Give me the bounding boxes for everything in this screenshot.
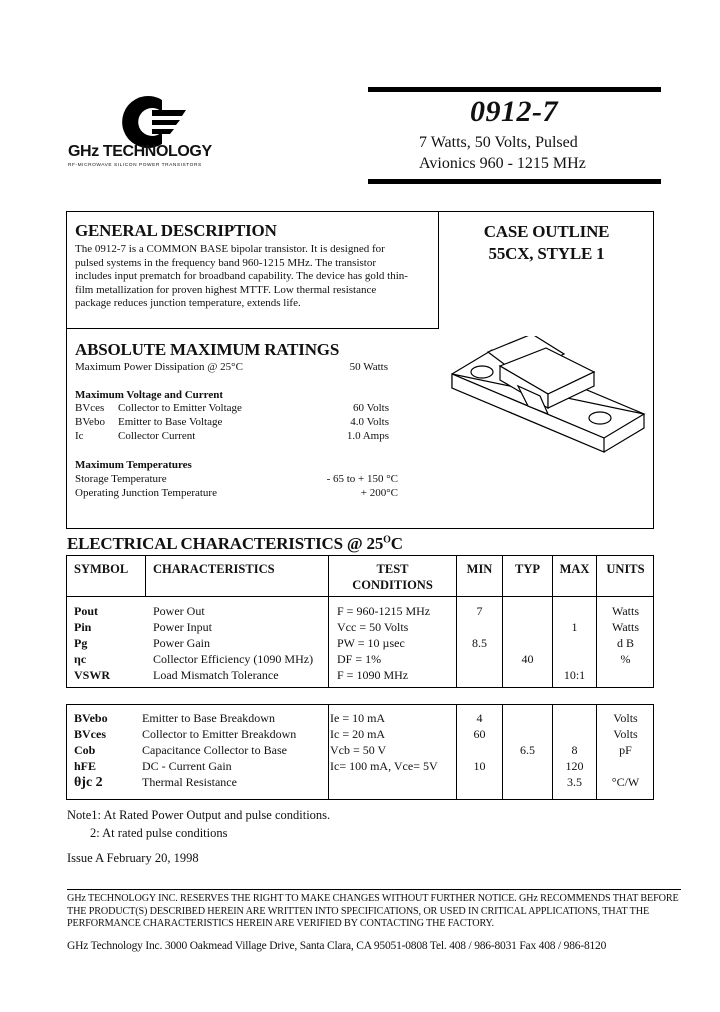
row-max: 8	[571, 743, 578, 757]
voltage-value: 4.0 Volts	[350, 416, 389, 428]
temp-heading: Maximum Temperatures	[75, 459, 192, 471]
temp-value: + 200°C	[360, 487, 398, 499]
temp-desc: Operating Junction Temperature	[75, 487, 217, 499]
electrical-title-degree: O	[383, 534, 391, 546]
row-characteristic: Power Gain	[153, 636, 210, 650]
spec-box-horizontal-divider	[66, 328, 439, 329]
row-symbol: Cob	[74, 743, 96, 757]
voltage-value: 60 Volts	[353, 402, 389, 414]
row-symbol: Pg	[74, 636, 88, 650]
note-1: Note1: At Rated Power Output and pulse conditions.	[67, 808, 331, 822]
temp-value: - 65 to + 150 °C	[326, 473, 398, 485]
disclaimer-line: PERFORMANCE CHARACTERISTICS HEREIN ARE VERIFIED BY CONTACTING THE FACTORY.	[67, 918, 494, 929]
row-characteristic: DC - Current Gain	[142, 759, 232, 773]
row-units: °C/W	[611, 775, 640, 789]
table-row	[0, 775, 720, 791]
row-characteristic: Capacitance Collector to Base	[142, 743, 287, 757]
row-units: pF	[619, 743, 632, 757]
header-conditions: CONDITIONS	[352, 578, 433, 592]
disclaimer-line: THE PRODUCT(S) DESCRIBED HEREIN ARE WRITTEN INTO SPECIFICATIONS, OR USED IN CRITICAL APPLICATIONS, THAT THE	[67, 905, 650, 917]
row-symbol: θjc 2	[74, 775, 103, 790]
temp-desc: Storage Temperature	[75, 473, 167, 485]
header-max: MAX	[559, 562, 590, 576]
row-units: Volts	[613, 711, 638, 725]
electrical-title	[67, 534, 403, 554]
company-address: GHz Technology Inc. 3000 Oakmead Village Drive, Santa Clara, CA 95051-0808 Tel. 408 / 986-8031 Fax 408 / 986-8120	[67, 940, 607, 952]
description-line: pulsed systems in the frequency band 960-1215 MHz. The transistor	[75, 256, 377, 269]
row-symbol: ηc	[74, 652, 87, 666]
row-symbol: VSWR	[74, 668, 111, 682]
row-typ: 40	[521, 652, 534, 666]
row-min: 8.5	[472, 636, 487, 650]
row-units: Watts	[611, 604, 640, 618]
row-characteristic: Collector to Emitter Breakdown	[142, 727, 297, 741]
row-test: DF = 1%	[337, 652, 382, 666]
row-test: PW = 10 µsec	[337, 636, 405, 650]
case-outline-subtitle: 55CX, STYLE 1	[488, 244, 605, 263]
row-min: 7	[476, 604, 483, 618]
voltage-desc: Collector to Emitter Voltage	[118, 402, 242, 414]
part-number: 0912-7	[470, 95, 558, 128]
row-test: F = 960-1215 MHz	[337, 604, 431, 618]
issue-date: Issue A February 20, 1998	[67, 851, 199, 865]
spec-line-2: Avionics 960 - 1215 MHz	[419, 155, 586, 172]
row-typ: 6.5	[520, 743, 535, 757]
row-units: %	[620, 652, 631, 666]
table-row	[0, 668, 720, 684]
row-symbol: Pin	[74, 620, 92, 634]
voltage-desc: Emitter to Base Voltage	[118, 416, 223, 428]
row-units: d B	[616, 636, 634, 650]
voltage-symbol: BVebo	[75, 416, 105, 428]
table-row	[0, 711, 720, 727]
package-drawing	[448, 336, 648, 456]
row-characteristic: Collector Efficiency (1090 MHz)	[153, 652, 314, 666]
row-max: 1	[571, 620, 578, 634]
max-power-label: Maximum Power Dissipation @ 25°C	[75, 361, 243, 373]
header-bottom-rule	[368, 179, 661, 184]
table-row	[0, 652, 720, 668]
row-test: Ie = 10 mA	[330, 711, 386, 725]
row-test: F = 1090 MHz	[337, 668, 409, 682]
general-description-text	[75, 243, 435, 311]
row-min: 10	[473, 759, 486, 773]
row-symbol: hFE	[74, 759, 97, 773]
description-line: includes input prematch for broadband capability. The device has gold thin-	[75, 270, 408, 282]
case-outline-title: CASE OUTLINE	[483, 222, 610, 241]
row-test: Vcb = 50 V	[330, 743, 387, 757]
row-characteristic: Thermal Resistance	[142, 775, 237, 789]
header-units: UNITS	[606, 562, 645, 576]
row-symbol: BVebo	[74, 711, 108, 725]
row-min: 60	[473, 727, 486, 741]
company-logo	[68, 92, 248, 172]
table-row	[0, 604, 720, 620]
spec-line-1: 7 Watts, 50 Volts, Pulsed	[419, 134, 578, 151]
row-symbol: BVces	[74, 727, 106, 741]
row-max: 10:1	[563, 668, 586, 682]
header-typ: TYP	[515, 562, 540, 576]
row-max: 3.5	[567, 775, 582, 789]
absolute-max-title: ABSOLUTE MAXIMUM RATINGS	[75, 340, 340, 359]
row-characteristic: Load Mismatch Tolerance	[153, 668, 279, 682]
row-characteristic: Power Input	[153, 620, 212, 634]
company-tagline: RF-MICROWAVE SILICON POWER TRANSISTORS	[68, 163, 202, 168]
row-symbol: Pout	[74, 604, 98, 618]
header-min: MIN	[466, 562, 493, 576]
row-test: Ic= 100 mA, Vce= 5V	[330, 759, 438, 773]
voltage-value: 1.0 Amps	[346, 430, 389, 442]
company-name: GHz TECHNOLOGY	[68, 143, 212, 160]
table-row	[0, 636, 720, 652]
table-row	[0, 743, 720, 759]
header-test: TEST	[376, 562, 409, 576]
row-units: Volts	[613, 727, 638, 741]
description-line: package reduces junction temperature, extends life.	[75, 297, 301, 309]
voltage-symbol: Ic	[75, 430, 84, 442]
row-characteristic: Power Out	[153, 604, 205, 618]
electrical-title-unit: C	[390, 534, 403, 553]
row-max: 120	[565, 759, 584, 773]
table-row	[0, 759, 720, 775]
header-top-rule	[368, 87, 661, 92]
voltage-symbol: BVces	[75, 402, 105, 414]
max-power-value: 50 Watts	[349, 361, 388, 373]
voltage-desc: Collector Current	[118, 430, 196, 442]
row-min: 4	[476, 711, 483, 725]
header-characteristics: CHARACTERISTICS	[153, 562, 275, 576]
voltage-heading: Maximum Voltage and Current	[75, 389, 223, 401]
row-characteristic: Emitter to Base Breakdown	[142, 711, 275, 725]
header-symbol: SYMBOL	[74, 562, 129, 576]
general-description-title: GENERAL DESCRIPTION	[75, 221, 277, 240]
disclaimer-line: GHz TECHNOLOGY INC. RESERVES THE RIGHT TO MAKE CHANGES WITHOUT FURTHER NOTICE. GHz RECOMMENDS THAT BEFORE	[67, 893, 679, 904]
table-row	[0, 727, 720, 743]
footer-rule	[67, 889, 681, 890]
description-line: The 0912-7 is a COMMON BASE bipolar transistor. It is designed for	[75, 243, 385, 255]
table-row	[0, 620, 720, 636]
note-2: 2: At rated pulse conditions	[90, 826, 228, 840]
row-test: Vcc = 50 Volts	[337, 620, 409, 634]
row-test: Ic = 20 mA	[330, 727, 386, 741]
description-line: film metallization for proven highest MTTF. Low thermal resistance	[75, 283, 377, 296]
table1-header-rule	[66, 596, 654, 597]
table1-col-divider	[145, 555, 146, 597]
disclaimer	[67, 893, 687, 931]
row-units: Watts	[611, 620, 640, 634]
electrical-title-text: ELECTRICAL CHARACTERISTICS @ 25	[67, 534, 384, 553]
